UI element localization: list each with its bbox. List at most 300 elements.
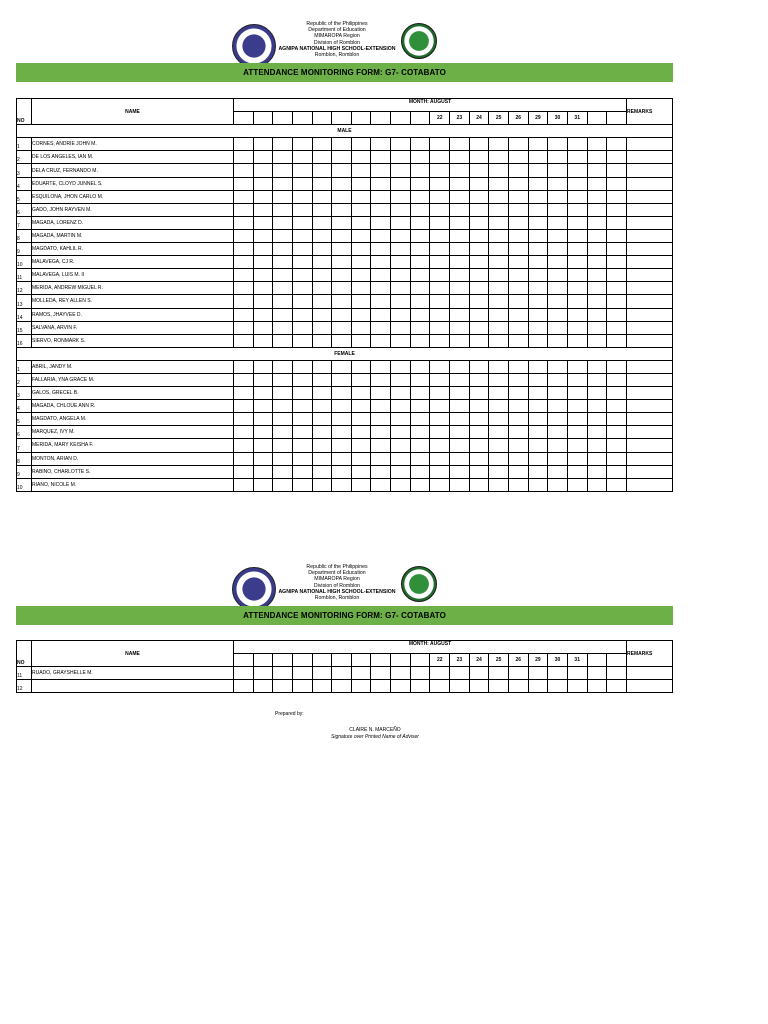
- attendance-cell[interactable]: [528, 426, 548, 439]
- attendance-cell[interactable]: [548, 216, 568, 229]
- attendance-cell[interactable]: [391, 256, 411, 269]
- attendance-cell[interactable]: [312, 151, 332, 164]
- attendance-cell[interactable]: [332, 243, 352, 256]
- attendance-cell[interactable]: [312, 667, 332, 680]
- attendance-cell[interactable]: [253, 151, 273, 164]
- attendance-cell[interactable]: [332, 465, 352, 478]
- attendance-cell[interactable]: [450, 334, 470, 347]
- attendance-cell[interactable]: [528, 465, 548, 478]
- attendance-cell[interactable]: [528, 387, 548, 400]
- attendance-cell[interactable]: [332, 680, 352, 693]
- attendance-cell[interactable]: [548, 308, 568, 321]
- attendance-cell[interactable]: [312, 282, 332, 295]
- attendance-cell[interactable]: [351, 478, 371, 491]
- attendance-cell[interactable]: [351, 387, 371, 400]
- attendance-cell[interactable]: [292, 229, 312, 242]
- attendance-cell[interactable]: [528, 667, 548, 680]
- attendance-cell[interactable]: [508, 321, 528, 334]
- remarks-cell[interactable]: [627, 465, 673, 478]
- attendance-cell[interactable]: [234, 243, 254, 256]
- attendance-cell[interactable]: [528, 190, 548, 203]
- attendance-cell[interactable]: [607, 465, 627, 478]
- attendance-cell[interactable]: [469, 138, 489, 151]
- attendance-cell[interactable]: [587, 400, 607, 413]
- attendance-cell[interactable]: [312, 269, 332, 282]
- attendance-cell[interactable]: [450, 667, 470, 680]
- attendance-cell[interactable]: [391, 387, 411, 400]
- attendance-cell[interactable]: [450, 680, 470, 693]
- attendance-cell[interactable]: [587, 667, 607, 680]
- attendance-cell[interactable]: [450, 190, 470, 203]
- attendance-cell[interactable]: [489, 203, 509, 216]
- attendance-cell[interactable]: [292, 151, 312, 164]
- attendance-cell[interactable]: [587, 308, 607, 321]
- attendance-cell[interactable]: [410, 269, 430, 282]
- attendance-cell[interactable]: [371, 439, 391, 452]
- attendance-cell[interactable]: [391, 190, 411, 203]
- attendance-cell[interactable]: [567, 151, 587, 164]
- attendance-cell[interactable]: [508, 164, 528, 177]
- attendance-cell[interactable]: [273, 151, 293, 164]
- remarks-cell[interactable]: [627, 190, 673, 203]
- attendance-cell[interactable]: [391, 151, 411, 164]
- attendance-cell[interactable]: [450, 138, 470, 151]
- attendance-cell[interactable]: [273, 360, 293, 373]
- attendance-cell[interactable]: [391, 680, 411, 693]
- remarks-cell[interactable]: [627, 177, 673, 190]
- attendance-cell[interactable]: [528, 308, 548, 321]
- attendance-cell[interactable]: [587, 243, 607, 256]
- attendance-cell[interactable]: [587, 269, 607, 282]
- attendance-cell[interactable]: [292, 243, 312, 256]
- attendance-cell[interactable]: [508, 229, 528, 242]
- remarks-cell[interactable]: [627, 400, 673, 413]
- attendance-cell[interactable]: [430, 164, 450, 177]
- attendance-cell[interactable]: [312, 295, 332, 308]
- attendance-cell[interactable]: [450, 360, 470, 373]
- attendance-cell[interactable]: [528, 295, 548, 308]
- attendance-cell[interactable]: [567, 439, 587, 452]
- attendance-cell[interactable]: [607, 426, 627, 439]
- attendance-cell[interactable]: [371, 138, 391, 151]
- attendance-cell[interactable]: [332, 308, 352, 321]
- attendance-cell[interactable]: [607, 216, 627, 229]
- attendance-cell[interactable]: [410, 360, 430, 373]
- attendance-cell[interactable]: [587, 413, 607, 426]
- attendance-cell[interactable]: [567, 465, 587, 478]
- attendance-cell[interactable]: [528, 229, 548, 242]
- attendance-cell[interactable]: [508, 177, 528, 190]
- attendance-cell[interactable]: [351, 360, 371, 373]
- attendance-cell[interactable]: [528, 680, 548, 693]
- remarks-cell[interactable]: [627, 256, 673, 269]
- remarks-cell[interactable]: [627, 216, 673, 229]
- attendance-cell[interactable]: [312, 321, 332, 334]
- attendance-cell[interactable]: [371, 229, 391, 242]
- attendance-cell[interactable]: [489, 295, 509, 308]
- attendance-cell[interactable]: [489, 282, 509, 295]
- attendance-cell[interactable]: [332, 439, 352, 452]
- attendance-cell[interactable]: [508, 373, 528, 386]
- attendance-cell[interactable]: [587, 478, 607, 491]
- attendance-cell[interactable]: [351, 138, 371, 151]
- attendance-cell[interactable]: [410, 478, 430, 491]
- attendance-cell[interactable]: [292, 203, 312, 216]
- attendance-cell[interactable]: [371, 465, 391, 478]
- attendance-cell[interactable]: [469, 373, 489, 386]
- attendance-cell[interactable]: [489, 138, 509, 151]
- attendance-cell[interactable]: [430, 400, 450, 413]
- attendance-cell[interactable]: [567, 413, 587, 426]
- attendance-cell[interactable]: [410, 256, 430, 269]
- attendance-cell[interactable]: [292, 216, 312, 229]
- attendance-cell[interactable]: [292, 680, 312, 693]
- attendance-cell[interactable]: [567, 229, 587, 242]
- attendance-cell[interactable]: [430, 439, 450, 452]
- attendance-cell[interactable]: [234, 400, 254, 413]
- attendance-cell[interactable]: [351, 334, 371, 347]
- attendance-cell[interactable]: [587, 190, 607, 203]
- attendance-cell[interactable]: [410, 465, 430, 478]
- attendance-cell[interactable]: [469, 426, 489, 439]
- attendance-cell[interactable]: [312, 426, 332, 439]
- attendance-cell[interactable]: [528, 269, 548, 282]
- attendance-cell[interactable]: [273, 680, 293, 693]
- attendance-cell[interactable]: [430, 413, 450, 426]
- attendance-cell[interactable]: [234, 190, 254, 203]
- attendance-cell[interactable]: [430, 190, 450, 203]
- attendance-cell[interactable]: [351, 229, 371, 242]
- attendance-cell[interactable]: [607, 452, 627, 465]
- attendance-cell[interactable]: [273, 373, 293, 386]
- attendance-cell[interactable]: [312, 334, 332, 347]
- attendance-cell[interactable]: [430, 321, 450, 334]
- remarks-cell[interactable]: [627, 321, 673, 334]
- attendance-cell[interactable]: [273, 243, 293, 256]
- attendance-cell[interactable]: [489, 478, 509, 491]
- attendance-cell[interactable]: [371, 360, 391, 373]
- attendance-cell[interactable]: [430, 203, 450, 216]
- attendance-cell[interactable]: [430, 334, 450, 347]
- attendance-cell[interactable]: [528, 400, 548, 413]
- attendance-cell[interactable]: [273, 478, 293, 491]
- attendance-cell[interactable]: [450, 269, 470, 282]
- attendance-cell[interactable]: [273, 334, 293, 347]
- attendance-cell[interactable]: [430, 243, 450, 256]
- attendance-cell[interactable]: [489, 334, 509, 347]
- remarks-cell[interactable]: [627, 373, 673, 386]
- attendance-cell[interactable]: [548, 164, 568, 177]
- attendance-cell[interactable]: [253, 243, 273, 256]
- attendance-cell[interactable]: [587, 138, 607, 151]
- attendance-cell[interactable]: [528, 321, 548, 334]
- attendance-cell[interactable]: [489, 216, 509, 229]
- attendance-cell[interactable]: [548, 360, 568, 373]
- attendance-cell[interactable]: [351, 256, 371, 269]
- attendance-cell[interactable]: [371, 269, 391, 282]
- attendance-cell[interactable]: [528, 360, 548, 373]
- attendance-cell[interactable]: [371, 295, 391, 308]
- attendance-cell[interactable]: [292, 295, 312, 308]
- attendance-cell[interactable]: [469, 151, 489, 164]
- attendance-cell[interactable]: [332, 269, 352, 282]
- attendance-cell[interactable]: [292, 256, 312, 269]
- attendance-cell[interactable]: [292, 177, 312, 190]
- attendance-cell[interactable]: [450, 151, 470, 164]
- attendance-cell[interactable]: [371, 680, 391, 693]
- attendance-cell[interactable]: [548, 680, 568, 693]
- attendance-cell[interactable]: [312, 203, 332, 216]
- attendance-cell[interactable]: [292, 334, 312, 347]
- attendance-cell[interactable]: [332, 295, 352, 308]
- attendance-cell[interactable]: [548, 334, 568, 347]
- attendance-cell[interactable]: [567, 216, 587, 229]
- attendance-cell[interactable]: [292, 138, 312, 151]
- attendance-cell[interactable]: [567, 667, 587, 680]
- attendance-cell[interactable]: [410, 190, 430, 203]
- attendance-cell[interactable]: [273, 452, 293, 465]
- attendance-cell[interactable]: [253, 334, 273, 347]
- attendance-cell[interactable]: [351, 413, 371, 426]
- attendance-cell[interactable]: [548, 269, 568, 282]
- attendance-cell[interactable]: [508, 295, 528, 308]
- attendance-cell[interactable]: [351, 295, 371, 308]
- attendance-cell[interactable]: [292, 269, 312, 282]
- attendance-cell[interactable]: [371, 321, 391, 334]
- attendance-cell[interactable]: [587, 164, 607, 177]
- attendance-cell[interactable]: [469, 229, 489, 242]
- attendance-cell[interactable]: [548, 203, 568, 216]
- attendance-cell[interactable]: [234, 295, 254, 308]
- attendance-cell[interactable]: [508, 387, 528, 400]
- attendance-cell[interactable]: [312, 216, 332, 229]
- attendance-cell[interactable]: [332, 138, 352, 151]
- attendance-cell[interactable]: [548, 373, 568, 386]
- attendance-cell[interactable]: [253, 680, 273, 693]
- attendance-cell[interactable]: [332, 321, 352, 334]
- attendance-cell[interactable]: [391, 478, 411, 491]
- attendance-cell[interactable]: [430, 282, 450, 295]
- attendance-cell[interactable]: [607, 138, 627, 151]
- attendance-cell[interactable]: [332, 400, 352, 413]
- attendance-cell[interactable]: [567, 478, 587, 491]
- attendance-cell[interactable]: [607, 439, 627, 452]
- attendance-cell[interactable]: [332, 360, 352, 373]
- attendance-cell[interactable]: [469, 452, 489, 465]
- attendance-cell[interactable]: [430, 216, 450, 229]
- attendance-cell[interactable]: [548, 295, 568, 308]
- attendance-cell[interactable]: [391, 334, 411, 347]
- attendance-cell[interactable]: [292, 373, 312, 386]
- attendance-cell[interactable]: [450, 321, 470, 334]
- attendance-cell[interactable]: [410, 334, 430, 347]
- attendance-cell[interactable]: [234, 229, 254, 242]
- remarks-cell[interactable]: [627, 680, 673, 693]
- remarks-cell[interactable]: [627, 282, 673, 295]
- attendance-cell[interactable]: [469, 360, 489, 373]
- remarks-cell[interactable]: [627, 387, 673, 400]
- attendance-cell[interactable]: [489, 321, 509, 334]
- attendance-cell[interactable]: [351, 439, 371, 452]
- attendance-cell[interactable]: [351, 269, 371, 282]
- attendance-cell[interactable]: [450, 426, 470, 439]
- attendance-cell[interactable]: [587, 387, 607, 400]
- attendance-cell[interactable]: [430, 256, 450, 269]
- attendance-cell[interactable]: [253, 439, 273, 452]
- attendance-cell[interactable]: [332, 164, 352, 177]
- attendance-cell[interactable]: [391, 243, 411, 256]
- attendance-cell[interactable]: [548, 400, 568, 413]
- attendance-cell[interactable]: [234, 321, 254, 334]
- attendance-cell[interactable]: [508, 426, 528, 439]
- attendance-cell[interactable]: [292, 400, 312, 413]
- attendance-cell[interactable]: [469, 413, 489, 426]
- attendance-cell[interactable]: [312, 229, 332, 242]
- attendance-cell[interactable]: [234, 216, 254, 229]
- attendance-cell[interactable]: [567, 680, 587, 693]
- attendance-cell[interactable]: [567, 282, 587, 295]
- attendance-cell[interactable]: [607, 177, 627, 190]
- attendance-cell[interactable]: [332, 426, 352, 439]
- attendance-cell[interactable]: [292, 478, 312, 491]
- attendance-cell[interactable]: [587, 151, 607, 164]
- attendance-cell[interactable]: [508, 216, 528, 229]
- attendance-cell[interactable]: [273, 426, 293, 439]
- attendance-cell[interactable]: [607, 269, 627, 282]
- attendance-cell[interactable]: [253, 190, 273, 203]
- attendance-cell[interactable]: [489, 439, 509, 452]
- attendance-cell[interactable]: [430, 465, 450, 478]
- attendance-cell[interactable]: [567, 426, 587, 439]
- attendance-cell[interactable]: [607, 243, 627, 256]
- attendance-cell[interactable]: [391, 439, 411, 452]
- attendance-cell[interactable]: [489, 229, 509, 242]
- attendance-cell[interactable]: [391, 360, 411, 373]
- attendance-cell[interactable]: [469, 216, 489, 229]
- attendance-cell[interactable]: [430, 360, 450, 373]
- attendance-cell[interactable]: [312, 439, 332, 452]
- attendance-cell[interactable]: [489, 190, 509, 203]
- attendance-cell[interactable]: [548, 138, 568, 151]
- attendance-cell[interactable]: [292, 465, 312, 478]
- attendance-cell[interactable]: [292, 413, 312, 426]
- attendance-cell[interactable]: [450, 387, 470, 400]
- attendance-cell[interactable]: [410, 426, 430, 439]
- attendance-cell[interactable]: [371, 387, 391, 400]
- attendance-cell[interactable]: [351, 203, 371, 216]
- attendance-cell[interactable]: [371, 413, 391, 426]
- attendance-cell[interactable]: [351, 282, 371, 295]
- attendance-cell[interactable]: [312, 373, 332, 386]
- attendance-cell[interactable]: [528, 164, 548, 177]
- attendance-cell[interactable]: [371, 308, 391, 321]
- attendance-cell[interactable]: [567, 321, 587, 334]
- attendance-cell[interactable]: [371, 426, 391, 439]
- attendance-cell[interactable]: [391, 308, 411, 321]
- attendance-cell[interactable]: [450, 243, 470, 256]
- attendance-cell[interactable]: [351, 680, 371, 693]
- attendance-cell[interactable]: [312, 452, 332, 465]
- attendance-cell[interactable]: [528, 243, 548, 256]
- attendance-cell[interactable]: [273, 439, 293, 452]
- attendance-cell[interactable]: [273, 282, 293, 295]
- attendance-cell[interactable]: [508, 138, 528, 151]
- attendance-cell[interactable]: [332, 190, 352, 203]
- attendance-cell[interactable]: [253, 465, 273, 478]
- attendance-cell[interactable]: [273, 190, 293, 203]
- attendance-cell[interactable]: [489, 373, 509, 386]
- attendance-cell[interactable]: [587, 360, 607, 373]
- attendance-cell[interactable]: [312, 243, 332, 256]
- attendance-cell[interactable]: [450, 216, 470, 229]
- attendance-cell[interactable]: [391, 452, 411, 465]
- attendance-cell[interactable]: [273, 321, 293, 334]
- attendance-cell[interactable]: [489, 680, 509, 693]
- attendance-cell[interactable]: [469, 439, 489, 452]
- attendance-cell[interactable]: [253, 413, 273, 426]
- attendance-cell[interactable]: [430, 138, 450, 151]
- attendance-cell[interactable]: [607, 295, 627, 308]
- attendance-cell[interactable]: [391, 138, 411, 151]
- attendance-cell[interactable]: [410, 667, 430, 680]
- attendance-cell[interactable]: [292, 387, 312, 400]
- attendance-cell[interactable]: [450, 229, 470, 242]
- attendance-cell[interactable]: [489, 667, 509, 680]
- attendance-cell[interactable]: [567, 243, 587, 256]
- attendance-cell[interactable]: [528, 216, 548, 229]
- attendance-cell[interactable]: [234, 680, 254, 693]
- remarks-cell[interactable]: [627, 439, 673, 452]
- attendance-cell[interactable]: [253, 452, 273, 465]
- attendance-cell[interactable]: [371, 151, 391, 164]
- attendance-cell[interactable]: [587, 334, 607, 347]
- remarks-cell[interactable]: [627, 203, 673, 216]
- attendance-cell[interactable]: [253, 308, 273, 321]
- attendance-cell[interactable]: [292, 452, 312, 465]
- attendance-cell[interactable]: [567, 387, 587, 400]
- attendance-cell[interactable]: [391, 216, 411, 229]
- attendance-cell[interactable]: [234, 256, 254, 269]
- attendance-cell[interactable]: [489, 400, 509, 413]
- attendance-cell[interactable]: [528, 177, 548, 190]
- attendance-cell[interactable]: [548, 282, 568, 295]
- attendance-cell[interactable]: [587, 282, 607, 295]
- attendance-cell[interactable]: [273, 387, 293, 400]
- attendance-cell[interactable]: [508, 269, 528, 282]
- attendance-cell[interactable]: [371, 256, 391, 269]
- attendance-cell[interactable]: [234, 426, 254, 439]
- attendance-cell[interactable]: [234, 452, 254, 465]
- attendance-cell[interactable]: [450, 203, 470, 216]
- remarks-cell[interactable]: [627, 334, 673, 347]
- attendance-cell[interactable]: [607, 373, 627, 386]
- attendance-cell[interactable]: [567, 177, 587, 190]
- attendance-cell[interactable]: [292, 426, 312, 439]
- attendance-cell[interactable]: [332, 413, 352, 426]
- attendance-cell[interactable]: [548, 190, 568, 203]
- attendance-cell[interactable]: [587, 256, 607, 269]
- attendance-cell[interactable]: [371, 203, 391, 216]
- attendance-cell[interactable]: [391, 465, 411, 478]
- attendance-cell[interactable]: [273, 400, 293, 413]
- attendance-cell[interactable]: [430, 667, 450, 680]
- attendance-cell[interactable]: [410, 452, 430, 465]
- attendance-cell[interactable]: [351, 321, 371, 334]
- attendance-cell[interactable]: [548, 478, 568, 491]
- attendance-cell[interactable]: [234, 478, 254, 491]
- attendance-cell[interactable]: [332, 256, 352, 269]
- attendance-cell[interactable]: [469, 164, 489, 177]
